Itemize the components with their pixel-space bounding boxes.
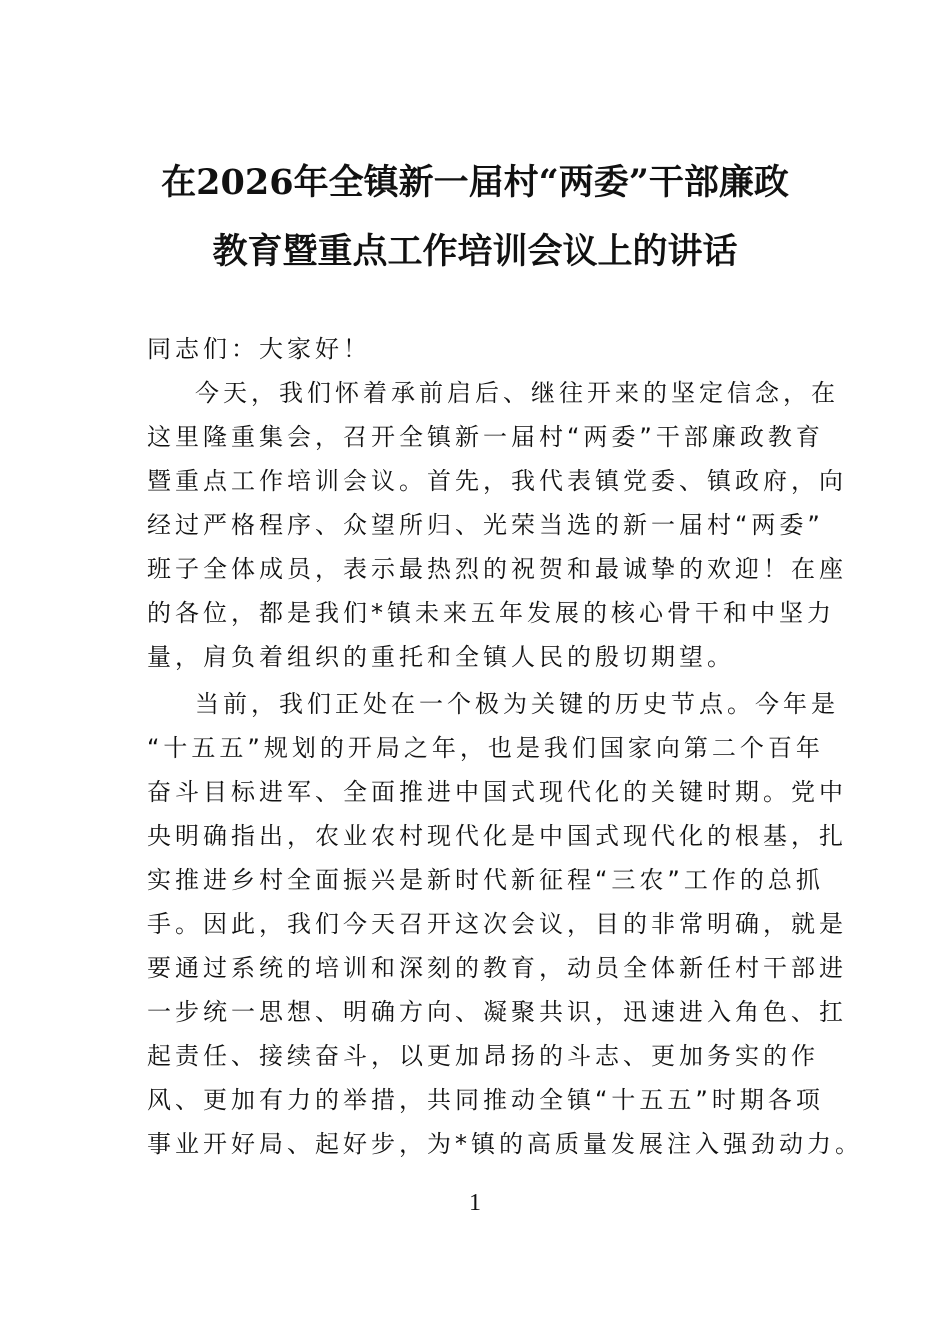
greeting: 同志们：大家好！ <box>147 335 371 363</box>
paragraph-2-line-5: 实推进乡村全面振兴是新时代新征程“三农”工作的总抓 <box>147 866 824 894</box>
paragraph-2-line-10: 风、更加有力的举措，共同推动全镇“十五五”时期各项 <box>147 1086 824 1114</box>
paragraph-2-line-1: 当前，我们正处在一个极为关键的历史节点。今年是 <box>195 690 839 718</box>
paragraph-2-line-9: 起责任、接续奋斗，以更加昂扬的斗志、更加务实的作 <box>147 1042 819 1070</box>
paragraph-1-line-6: 的各位，都是我们*镇未来五年发展的核心骨干和中坚力 <box>147 599 835 627</box>
paragraph-1-line-1: 今天，我们怀着承前启后、继往开来的坚定信念，在 <box>195 379 839 407</box>
paragraph-2-line-11: 事业开好局、起好步，为*镇的高质量发展注入强劲动力。 <box>147 1130 863 1158</box>
paragraph-1-line-7: 量，肩负着组织的重托和全镇人民的殷切期望。 <box>147 643 735 671</box>
paragraph-2-line-4: 央明确指出，农业农村现代化是中国式现代化的根基，扎 <box>147 822 847 850</box>
paragraph-1-line-5: 班子全体成员，表示最热烈的祝贺和最诚挚的欢迎！在座 <box>147 555 847 583</box>
paragraph-1-line-4: 经过严格程序、众望所归、光荣当选的新一届村“两委” <box>147 511 824 539</box>
paragraph-2-line-2: “十五五”规划的开局之年，也是我们国家向第二个百年 <box>147 734 824 762</box>
document-title-line-2: 教育暨重点工作培训会议上的讲话 <box>212 231 738 272</box>
document-title-line-1: 在2026年全镇新一届村“两委”干部廉政 <box>161 162 789 203</box>
paragraph-1-line-3: 暨重点工作培训会议。首先，我代表镇党委、镇政府，向 <box>147 467 847 495</box>
paragraph-1-line-2: 这里隆重集会，召开全镇新一届村“两委”干部廉政教育 <box>147 423 824 451</box>
paragraph-2-line-8: 一步统一思想、明确方向、凝聚共识，迅速进入角色、扛 <box>147 998 847 1026</box>
page-number: 1 <box>469 1190 481 1216</box>
paragraph-2-line-3: 奋斗目标进军、全面推进中国式现代化的关键时期。党中 <box>147 778 847 806</box>
paragraph-2-line-7: 要通过系统的培训和深刻的教育，动员全体新任村干部进 <box>147 954 847 982</box>
paragraph-2-line-6: 手。因此，我们今天召开这次会议，目的非常明确，就是 <box>147 910 847 938</box>
